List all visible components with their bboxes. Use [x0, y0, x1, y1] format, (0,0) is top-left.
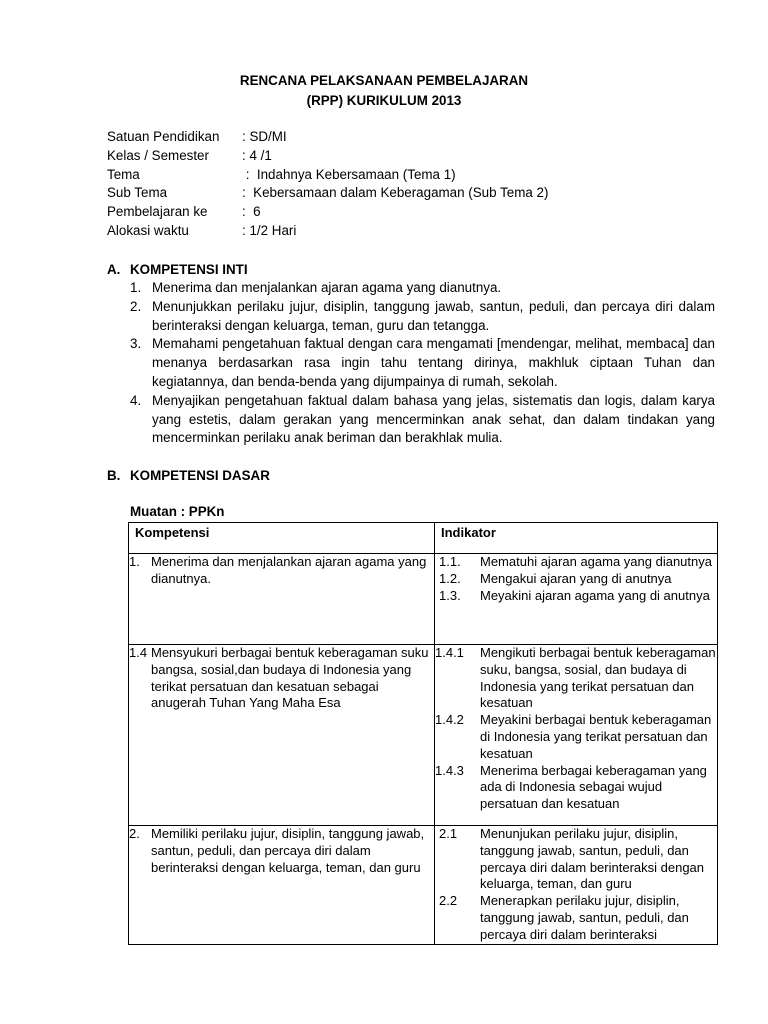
section-title: KOMPETENSI INTI [130, 262, 248, 277]
indikator-text: Mengakui ajaran yang di anutnya [480, 570, 672, 586]
kompetensi-cell [129, 554, 435, 645]
kompetensi-text: Memiliki perilaku jujur, disiplin, tanggung jawab, santun, peduli, dan percaya diri dalam berinteraksi dengan keluarga, teman, dan guru [151, 826, 425, 875]
meta-label: Alokasi waktu [107, 222, 189, 238]
document-title: RENCANA PELAKSANAAN PEMBELAJARAN [239, 73, 529, 88]
meta-value: : SD/MI [242, 129, 287, 144]
document-subtitle: (RPP) KURIKULUM 2013 [306, 93, 462, 108]
indikator-text: Meyakini berbagai bentuk keberagaman di Indonesia yang terikat persatuan dan kesatuan [480, 712, 712, 761]
item-text: Memahami pengetahuan faktual dengan cara mengamati [mendengar, melihat, membaca] dan menanya berdasarkan rasa ingin tahu tentang dirinya, makhluk ciptaan Tuhan dan kegiatannya, dan benda-benda yang dijumpainya di rumah, sekolah. [152, 336, 715, 389]
kompetensi-cell [129, 645, 435, 826]
kompetensi-number: 1.4 [129, 645, 148, 660]
table-row [129, 554, 718, 645]
kompetensi-number: 2. [129, 826, 140, 841]
list-item [130, 335, 715, 391]
section-letter: A. [107, 262, 121, 277]
list-item [130, 298, 715, 336]
list-item [130, 279, 715, 298]
table-row [129, 826, 718, 945]
meta-value: : Indahnya Kebersamaan (Tema 1) [242, 166, 456, 182]
indikator-number: 2.1 [439, 826, 458, 841]
meta-value: : 4 /1 [242, 147, 272, 163]
item-number: 2. [130, 298, 142, 314]
table-row [129, 645, 718, 826]
indikator-item [435, 554, 717, 571]
indikator-cell [435, 554, 718, 645]
kompetensi-item [129, 645, 434, 712]
meta-label: Sub Tema [107, 185, 168, 201]
item-text: Menyajikan pengetahuan faktual dalam bahasa yang jelas, sistematis dan logis, dalam karya yang estetis, dalam gerakan yang mencerminkan anak sehat, dan dalam tindakan yang mencerminkan perilaku anak beriman dan berakhlak mulia. [152, 392, 715, 446]
section-heading-kompetensi-dasar [107, 467, 270, 486]
indikator-item [435, 763, 717, 813]
item-text: Menunjukkan perilaku jujur, disiplin, tanggung jawab, santun, peduli, dan percaya diri dalam berinteraksi dengan keluarga, teman, guru dan tetangga. [152, 298, 715, 333]
indikator-cell [435, 826, 718, 945]
kompetensi-inti-list [130, 279, 715, 448]
indikator-item [435, 571, 717, 588]
meta-label: Kelas / Semester [107, 147, 209, 163]
indikator-item [435, 712, 717, 762]
indikator-number: 2.2 [439, 893, 458, 909]
indikator-item [435, 588, 717, 605]
indikator-number: 1.2. [439, 570, 461, 586]
meta-value: : 6 [242, 204, 261, 220]
indikator-number: 1.4.3 [435, 762, 464, 778]
table-header-row [129, 523, 718, 554]
section-heading-kompetensi-inti [107, 261, 248, 280]
list-item [130, 392, 715, 448]
item-text: Menerima dan menjalankan ajaran agama yang dianutnya. [152, 280, 502, 295]
indikator-text: Menerima berbagai keberagaman yang ada di Indonesia sebagai wujud persatuan dan kesatuan [480, 762, 707, 812]
muatan-label: Muatan : PPKn [130, 504, 225, 519]
indikator-text: Menerapkan perilaku jujur, disiplin, tanggung jawab, santun, peduli, dan percaya diri dalam berinteraksi [480, 893, 689, 942]
section-title: KOMPETENSI DASAR [130, 468, 270, 483]
meta-label: Satuan Pendidikan [107, 129, 220, 144]
indikator-number: 1.1. [439, 554, 461, 569]
kompetensi-number: 1. [129, 554, 140, 569]
indikator-item [435, 645, 717, 712]
indikator-text: Meyakini ajaran agama yang di anutnya [480, 587, 710, 603]
indikator-number: 1.4.1 [435, 645, 464, 660]
meta-value: : 1/2 Hari [242, 222, 297, 238]
meta-label: Tema [107, 166, 140, 182]
item-number: 4. [130, 392, 142, 408]
indikator-number: 1.3. [439, 587, 461, 603]
indikator-cell [435, 645, 718, 826]
column-header-indikator: Indikator [435, 523, 718, 554]
meta-value: : Kebersamaan dalam Keberagaman (Sub Tema 2) [242, 185, 549, 201]
indikator-number: 1.4.2 [435, 712, 464, 728]
column-header-kompetensi: Kompetensi [129, 523, 435, 554]
kompetensi-cell [129, 826, 435, 945]
item-number: 3. [130, 336, 142, 352]
kompetensi-dasar-table [128, 522, 718, 945]
indikator-text: Menunjukan perilaku jujur, disiplin, tanggung jawab, santun, peduli, dan percaya diri dalam berinteraksi dengan keluarga, teman, dan guru [480, 826, 705, 892]
indikator-item [435, 893, 717, 943]
section-letter: B. [107, 468, 121, 483]
indikator-text: Mengikuti berbagai bentuk keberagaman suku, bangsa, sosial, dan budaya di Indonesia yang terikat persatuan dan kesatuan [480, 645, 716, 711]
indikator-text: Mematuhi ajaran agama yang dianutnya [480, 554, 712, 569]
meta-label: Pembelajaran ke [107, 204, 208, 220]
kompetensi-text: Menerima dan menjalankan ajaran agama yang dianutnya. [151, 554, 427, 586]
indikator-item [435, 826, 717, 893]
kompetensi-item [129, 554, 434, 588]
item-number: 1. [130, 280, 142, 295]
kompetensi-item [129, 826, 434, 876]
kompetensi-text: Mensyukuri berbagai bentuk keberagaman suku bangsa, sosial,dan budaya di Indonesia yang terikat persatuan dan kesatuan sebagai anugerah Tuhan Yang Maha Esa [151, 645, 429, 711]
